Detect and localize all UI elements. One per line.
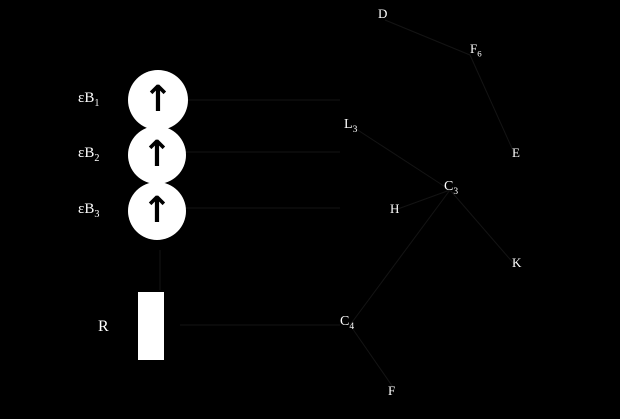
spin-node-3-base: B <box>84 201 95 217</box>
label-k <box>512 255 521 273</box>
label-f-text: F <box>388 383 396 398</box>
spin-node-2-base: B <box>84 145 95 161</box>
spin-up-arrow-icon: ↑ <box>142 79 174 120</box>
label-c4-text: C <box>340 314 350 329</box>
label-l3 <box>344 117 357 135</box>
bar-element-label: R <box>98 318 109 335</box>
label-e-text: E <box>512 145 520 160</box>
label-d <box>378 6 387 24</box>
spin-node-1[interactable] <box>128 70 188 130</box>
spin-node-2-prefix: ε <box>78 145 85 161</box>
spin-node-1-base: B <box>84 90 95 106</box>
spin-up-arrow-icon: ↑ <box>141 190 173 231</box>
spin-node-2-label <box>78 145 99 164</box>
label-d-text: D <box>378 6 388 21</box>
spin-node-2[interactable] <box>128 126 186 184</box>
label-l3-text: L <box>344 117 353 132</box>
label-c3-text: C <box>444 179 454 194</box>
label-f6 <box>470 41 482 59</box>
spin-node-3-prefix: ε <box>78 201 85 217</box>
label-c3-sub: 3 <box>453 186 459 197</box>
label-c4 <box>340 314 354 332</box>
label-f6-text: F <box>470 41 478 56</box>
spin-node-3[interactable] <box>128 182 186 240</box>
label-c3 <box>444 179 458 197</box>
spin-node-3-label <box>78 201 99 220</box>
label-k-text: K <box>512 255 522 270</box>
spin-up-arrow-icon: ↑ <box>141 134 173 175</box>
spin-node-3-sub: 3 <box>94 209 100 220</box>
bar-element[interactable] <box>138 292 164 360</box>
label-f6-sub: 6 <box>477 48 482 59</box>
label-l3-sub: 3 <box>352 124 358 135</box>
label-c4-sub: 4 <box>349 321 355 332</box>
label-h <box>390 201 399 219</box>
label-f <box>388 383 395 401</box>
label-h-text: H <box>390 201 400 216</box>
spin-node-2-sub: 2 <box>94 153 100 164</box>
spin-node-1-sub: 1 <box>94 98 100 109</box>
spin-node-1-label <box>78 90 99 109</box>
spin-node-1-prefix: ε <box>78 90 85 106</box>
label-e <box>512 145 520 163</box>
